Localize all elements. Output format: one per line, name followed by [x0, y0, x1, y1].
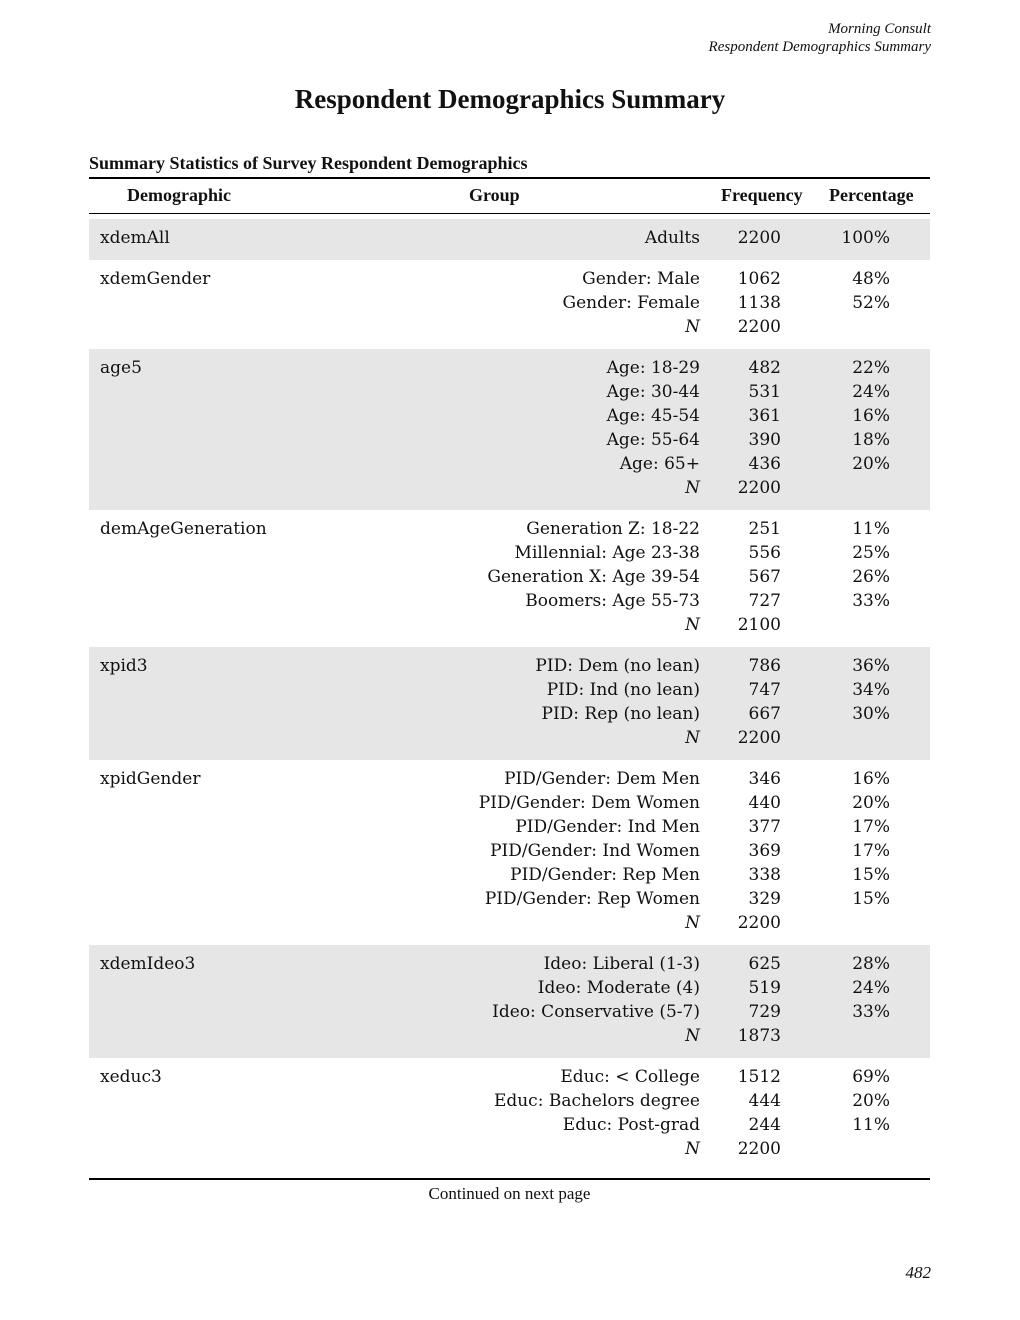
table-row: [89, 887, 930, 911]
percentage-cell: 24%: [852, 382, 890, 402]
running-header-section: Respondent Demographics Summary: [708, 39, 931, 55]
table-row: [89, 1089, 930, 1113]
table-row: [89, 767, 930, 791]
table-header-row: [89, 179, 930, 214]
sample-size-label: N: [685, 615, 700, 635]
group-label: Educ: Post-grad: [562, 1115, 700, 1135]
table-row: [89, 613, 930, 637]
percentage-cell: 69%: [852, 1067, 890, 1087]
table-row: [89, 565, 930, 589]
group-label: Gender: Female: [562, 293, 700, 313]
demographic-label: age5: [100, 358, 142, 378]
frequency-cell: 1138: [737, 293, 781, 313]
demographic-block: [89, 349, 930, 510]
running-header: [709, 20, 931, 56]
frequency-cell: 361: [748, 406, 781, 426]
frequency-cell: 2200: [737, 913, 781, 933]
demographic-block: [89, 647, 930, 760]
percentage-cell: 17%: [852, 841, 890, 861]
table-row: [89, 654, 930, 678]
frequency-cell: 329: [748, 889, 781, 909]
demographics-table: [89, 177, 930, 1204]
frequency-cell: 667: [748, 704, 781, 724]
sample-size-label: N: [685, 1139, 700, 1159]
frequency-cell: 2200: [737, 317, 781, 337]
group-label: Age: 45-54: [606, 406, 700, 426]
percentage-cell: 48%: [852, 269, 890, 289]
table-row: [89, 1065, 930, 1089]
frequency-cell: 729: [748, 1002, 781, 1022]
demographic-block: [89, 510, 930, 647]
frequency-cell: 377: [748, 817, 781, 837]
percentage-cell: 16%: [852, 769, 890, 789]
group-label: Generation Z: 18-22: [526, 519, 700, 539]
frequency-cell: 390: [748, 430, 781, 450]
percentage-cell: 33%: [852, 591, 890, 611]
demographic-label: xdemAll: [100, 228, 170, 248]
percentage-cell: 100%: [841, 228, 890, 248]
demographic-block: [89, 760, 930, 945]
frequency-cell: 2200: [737, 228, 781, 248]
percentage-cell: 25%: [852, 543, 890, 563]
table-row: [89, 791, 930, 815]
table-row: [89, 1000, 930, 1024]
frequency-cell: 482: [748, 358, 781, 378]
demographic-block: [89, 260, 930, 349]
frequency-cell: 338: [748, 865, 781, 885]
group-label: Age: 65+: [619, 454, 700, 474]
demographic-block: [89, 219, 930, 260]
percentage-cell: 15%: [852, 865, 890, 885]
sample-size-label: N: [685, 317, 700, 337]
table-row: [89, 1137, 930, 1161]
table-row: [89, 476, 930, 500]
table-row: [89, 428, 930, 452]
group-label: Age: 18-29: [606, 358, 700, 378]
frequency-cell: 556: [748, 543, 781, 563]
group-label: Gender: Male: [582, 269, 700, 289]
group-label: Educ: Bachelors degree: [493, 1091, 700, 1111]
group-label: PID/Gender: Ind Women: [490, 841, 700, 861]
group-label: PID: Rep (no lean): [541, 704, 700, 724]
sample-size-label: N: [685, 728, 700, 748]
group-label: Age: 30-44: [606, 382, 700, 402]
frequency-cell: 727: [748, 591, 781, 611]
percentage-cell: 20%: [852, 793, 890, 813]
frequency-cell: 346: [748, 769, 781, 789]
group-label: Generation X: Age 39-54: [487, 567, 700, 587]
sample-size-label: N: [685, 1026, 700, 1046]
demographic-label: xdemIdeo3: [100, 954, 196, 974]
percentage-cell: 20%: [852, 454, 890, 474]
sample-size-label: N: [685, 913, 700, 933]
frequency-cell: 369: [748, 841, 781, 861]
table-row: [89, 226, 930, 250]
group-label: Ideo: Conservative (5-7): [492, 1002, 700, 1022]
demographic-label: demAgeGeneration: [100, 519, 267, 539]
demographic-label: xeduc3: [100, 1067, 162, 1087]
table-row: [89, 1024, 930, 1048]
table-row: [89, 291, 930, 315]
table-row: [89, 815, 930, 839]
table-caption: Summary Statistics of Survey Respondent Demographics: [89, 153, 528, 173]
table-row: [89, 839, 930, 863]
column-header-percentage: Percentage: [829, 185, 914, 205]
frequency-cell: 251: [748, 519, 781, 539]
sample-size-label: N: [685, 478, 700, 498]
demographic-block: [89, 945, 930, 1058]
percentage-cell: 11%: [852, 1115, 890, 1135]
demographic-block: [89, 1058, 930, 1171]
table-row: [89, 678, 930, 702]
percentage-cell: 22%: [852, 358, 890, 378]
table-row: [89, 702, 930, 726]
page-number: 482: [905, 1263, 931, 1282]
frequency-cell: 519: [748, 978, 781, 998]
continued-note: Continued on next page: [428, 1184, 591, 1203]
page-title: Respondent Demographics Summary: [294, 84, 726, 114]
table-row: [89, 863, 930, 887]
percentage-cell: 11%: [852, 519, 890, 539]
frequency-cell: 2100: [737, 615, 781, 635]
table-row: [89, 976, 930, 1000]
frequency-cell: 440: [748, 793, 781, 813]
percentage-cell: 36%: [852, 656, 890, 676]
percentage-cell: 18%: [852, 430, 890, 450]
group-label: Ideo: Moderate (4): [537, 978, 700, 998]
frequency-cell: 786: [748, 656, 781, 676]
table-row: [89, 911, 930, 935]
column-header-frequency: Frequency: [721, 185, 803, 205]
frequency-cell: 1873: [737, 1026, 781, 1046]
percentage-cell: 26%: [852, 567, 890, 587]
group-label: Educ: < College: [560, 1067, 700, 1087]
column-header-demographic: Demographic: [127, 185, 231, 205]
frequency-cell: 2200: [737, 728, 781, 748]
group-label: Ideo: Liberal (1-3): [543, 954, 700, 974]
table-row: [89, 726, 930, 750]
frequency-cell: 436: [748, 454, 781, 474]
group-label: PID/Gender: Rep Men: [510, 865, 700, 885]
running-header-publisher: Morning Consult: [828, 21, 931, 37]
frequency-cell: 1062: [737, 269, 781, 289]
table-row: [89, 1113, 930, 1137]
frequency-cell: 1512: [737, 1067, 781, 1087]
group-label: Millennial: Age 23-38: [514, 543, 700, 563]
group-label: PID: Dem (no lean): [535, 656, 700, 676]
table-row: [89, 541, 930, 565]
table-row: [89, 356, 930, 380]
group-label: PID/Gender: Dem Women: [478, 793, 700, 813]
table-row: [89, 404, 930, 428]
table-row: [89, 380, 930, 404]
group-label: Age: 55-64: [606, 430, 700, 450]
frequency-cell: 747: [748, 680, 781, 700]
frequency-cell: 2200: [737, 478, 781, 498]
demographic-label: xdemGender: [100, 269, 211, 289]
group-label: Boomers: Age 55-73: [525, 591, 700, 611]
group-label: PID/Gender: Ind Men: [515, 817, 700, 837]
percentage-cell: 24%: [852, 978, 890, 998]
table-body: [89, 219, 930, 1171]
frequency-cell: 625: [748, 954, 781, 974]
percentage-cell: 15%: [852, 889, 890, 909]
percentage-cell: 17%: [852, 817, 890, 837]
group-label: PID: Ind (no lean): [546, 680, 700, 700]
column-header-group: Group: [469, 185, 520, 205]
group-label: Adults: [644, 228, 700, 248]
frequency-cell: 244: [748, 1115, 781, 1135]
frequency-cell: 444: [748, 1091, 781, 1111]
demographic-label: xpid3: [100, 656, 148, 676]
table-row: [89, 952, 930, 976]
frequency-cell: 567: [748, 567, 781, 587]
percentage-cell: 20%: [852, 1091, 890, 1111]
percentage-cell: 34%: [852, 680, 890, 700]
frequency-cell: 2200: [737, 1139, 781, 1159]
percentage-cell: 33%: [852, 1002, 890, 1022]
table-row: [89, 267, 930, 291]
demographic-label: xpidGender: [100, 769, 201, 789]
table-row: [89, 589, 930, 613]
table-bottom-rule: [89, 1178, 930, 1180]
frequency-cell: 531: [748, 382, 781, 402]
table-row: [89, 517, 930, 541]
table-row: [89, 452, 930, 476]
group-label: PID/Gender: Dem Men: [504, 769, 700, 789]
table-row: [89, 315, 930, 339]
percentage-cell: 28%: [852, 954, 890, 974]
percentage-cell: 16%: [852, 406, 890, 426]
group-label: PID/Gender: Rep Women: [484, 889, 700, 909]
percentage-cell: 52%: [852, 293, 890, 313]
percentage-cell: 30%: [852, 704, 890, 724]
